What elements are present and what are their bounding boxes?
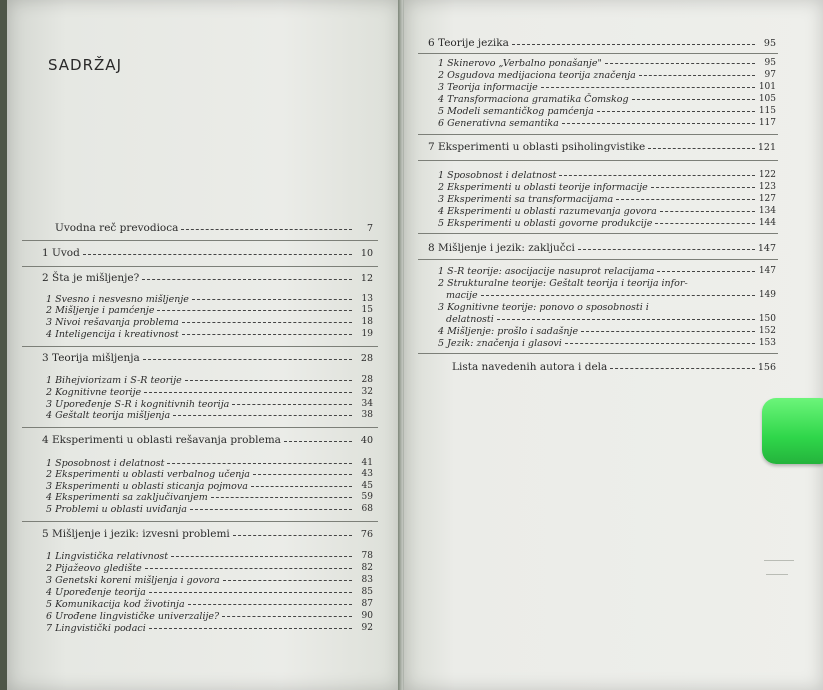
toc-label: 2 Pijažeovo gledište [46,563,142,574]
show-through-mark [766,574,788,575]
toc-entry [46,504,373,514]
toc-label: 6 Teorije jezika [428,37,509,49]
show-through-mark [764,560,794,561]
dot-leader [660,211,755,212]
toc-label: 1 Bihejviorizam i S-R teorije [46,375,182,386]
toc-page: 19 [361,329,373,339]
dot-leader [632,99,755,100]
toc-page: 117 [758,118,776,128]
toc-page: 38 [361,410,373,420]
toc-label: 2 Mišljenje i pamćenje [46,305,155,316]
dot-leader [83,254,352,255]
dot-leader [188,604,352,605]
separator [418,160,778,161]
toc-label: 4 Geštalt teorija mišljenja [46,410,171,421]
toc-entry [46,317,373,327]
toc-page: 7 [366,223,373,234]
toc-page: 28 [360,353,373,364]
toc-entry [428,242,776,254]
toc-entry [55,222,373,234]
toc-entry [438,194,776,204]
toc-page: 95 [763,38,776,49]
dot-leader [284,441,352,442]
dot-leader [616,199,755,200]
toc-label: 2 Šta je mišljenje? [42,272,140,284]
dot-leader [211,497,352,498]
toc-page: 105 [758,94,776,104]
toc-entry [446,314,776,324]
toc-entry [428,141,776,153]
toc-entry [42,247,373,259]
toc-label: 3 Eksperimenti u oblasti sticanja pojmova [46,481,248,492]
toc-label: 2 Eksperimenti u oblasti verbalnog učenja [46,469,250,480]
toc-entry [46,611,373,621]
toc-page: 152 [758,326,776,336]
toc-page: 147 [758,266,776,276]
toc-entry [46,481,373,491]
toc-entry [46,458,373,468]
toc-page: 147 [757,243,776,254]
toc-label: 6 Generativna semantika [438,118,559,129]
toc-label: 6 Urođene lingvističke univerzalije? [46,611,220,622]
toc-entry [46,399,373,409]
toc-page: 12 [360,273,373,284]
toc-label: 4 Inteligencija i kreativnost [46,329,179,340]
toc-entry [46,305,373,315]
toc-entry [46,563,373,573]
separator [418,134,778,135]
toc-entry [452,361,776,373]
dot-leader [143,359,352,360]
dot-leader [181,229,352,230]
toc-label: 1 Sposobnost i delatnost [438,170,557,181]
toc-page: 68 [361,504,373,514]
separator [22,266,378,267]
toc-entry [46,575,373,585]
toc-page: 101 [758,82,776,92]
toc-label: 1 Uvod [42,247,80,259]
dot-leader [182,322,352,323]
toc-page: 90 [361,611,373,621]
dot-leader [149,628,352,629]
dot-leader [497,319,755,320]
toc-label: 5 Komunikacija kod životinja [46,599,185,610]
toc-label: macije [446,290,478,301]
toc-page: 87 [361,599,373,609]
toc-entry [46,492,373,502]
dot-leader [562,123,755,124]
toc-label: 1 Sposobnost i delatnost [46,458,165,469]
toc-label: 1 Svesno i nesvesno mišljenje [46,294,189,305]
toc-label: 1 Lingvistička relativnost [46,551,169,562]
separator [22,427,378,428]
toc-page: 85 [361,587,373,597]
toc-label: 8 Mišljenje i jezik: zaključci [428,242,575,254]
toc-page: 10 [360,248,373,259]
toc-entry [46,410,373,420]
dot-leader [223,580,352,581]
toc-page: 144 [758,218,776,228]
toc-label: 5 Modeli semantičkog pamćenja [438,106,594,117]
toc-label: 4 Eksperimenti sa zaključivanjem [46,492,208,503]
toc-page: 97 [764,70,776,80]
dot-leader [481,295,755,296]
toc-page: 59 [361,492,373,502]
toc-entry [438,118,776,128]
toc-page: 18 [361,317,373,327]
toc-label: 5 Mišljenje i jezik: izvesni problemi [42,528,230,540]
toc-label: 3 Kognitivne teorije: ponovo o sposobnosti i [438,302,649,313]
dot-leader [157,310,352,311]
toc-label: 4 Upoređenje teorija [46,587,146,598]
dot-leader [232,404,352,405]
toc-page: 92 [361,623,373,633]
dot-leader [185,380,352,381]
toc-page: 32 [361,387,373,397]
toc-entry [46,375,373,385]
toc-page: 76 [360,529,373,540]
toc-page: 134 [758,206,776,216]
toc-entry [42,528,373,540]
separator [418,233,778,234]
toc-entry [46,587,373,597]
toc-label: 2 Osgudova medijaciona teorija značenja [438,70,636,81]
toc-entry [438,326,776,336]
separator [418,353,778,354]
toc-page: 82 [361,563,373,573]
separator [418,53,778,54]
dot-leader [192,299,352,300]
toc-entry [438,170,776,180]
contents-title: SADRŽAJ [48,56,122,74]
dot-leader [190,509,352,510]
dot-leader [142,279,352,280]
toc-page: 40 [360,435,373,446]
toc-entry [438,338,776,348]
toc-label: 7 Eksperimenti u oblasti psiholingvistike [428,141,646,153]
toc-page: 127 [758,194,776,204]
dot-leader [559,175,755,176]
dot-leader [648,148,755,149]
toc-page: 45 [361,481,373,491]
dot-leader [173,415,352,416]
dot-leader [541,87,755,88]
toc-label: 3 Nivoi rešavanja problema [46,317,179,328]
dot-leader [639,75,755,76]
toc-page: 150 [758,314,776,324]
toc-entry [438,218,776,228]
toc-page: 115 [758,106,776,116]
toc-label: 1 Skinerovo „Verbalno ponašanje" [438,58,602,69]
dot-leader [171,556,352,557]
toc-page: 15 [361,305,373,315]
toc-label: 2 Eksperimenti u oblasti teorije informacije [438,182,648,193]
toc-entry [438,82,776,92]
toc-page: 43 [361,469,373,479]
toc-label: 3 Upoređenje S-R i kognitivnih teorija [46,399,230,410]
dot-leader [565,343,755,344]
toc-page: 122 [758,170,776,180]
toc-label: 4 Transformaciona gramatika Čomskog [438,94,629,105]
dot-leader [149,592,352,593]
toc-page: 83 [361,575,373,585]
toc-entry [438,266,776,276]
dot-leader [253,474,352,475]
separator [22,521,378,522]
toc-entry [438,70,776,80]
toc-entry [438,278,776,288]
toc-entry [46,387,373,397]
toc-page: 13 [361,294,373,304]
dot-leader [512,44,755,45]
toc-entry [446,290,776,300]
dot-leader [578,249,755,250]
dot-leader [581,331,755,332]
dot-leader [651,187,755,188]
dot-leader [233,535,352,536]
toc-label: 5 Eksperimenti u oblasti govorne produkcije [438,218,653,229]
toc-entry [438,94,776,104]
toc-page: 156 [757,362,776,373]
toc-page: 28 [361,375,373,385]
toc-entry [438,182,776,192]
toc-label: 4 Eksperimenti u oblasti razumevanja govora [438,206,657,217]
toc-entry [42,352,373,364]
toc-label: 2 Strukturalne teorije: Geštalt teorija i teorija infor- [438,278,688,289]
toc-page: 149 [758,290,776,300]
toc-entry [438,106,776,116]
toc-label: Uvodna reč prevodioca [55,222,179,234]
toc-label: 4 Eksperimenti u oblasti rešavanja problema [42,434,281,446]
toc-label: delatnosti [446,314,494,325]
dot-leader [167,463,352,464]
dot-leader [144,392,352,393]
separator [22,346,378,347]
dot-leader [605,63,755,64]
toc-entry [46,551,373,561]
toc-page: 121 [757,142,776,153]
toc-entry [428,37,776,49]
separator [418,259,778,260]
toc-label: Lista navedenih autora i dela [452,361,608,373]
toc-entry [42,434,373,446]
dot-leader [610,368,755,369]
toc-entry [46,469,373,479]
toc-label: 3 Genetski koreni mišljenja i govora [46,575,220,586]
dot-leader [222,616,352,617]
toc-page: 34 [361,399,373,409]
dot-leader [251,486,352,487]
toc-entry [438,206,776,216]
dot-leader [182,334,352,335]
toc-label: 7 Lingvistički podaci [46,623,146,634]
separator [22,240,378,241]
toc-label: 4 Mišljenje: prošlo i sadašnje [438,326,579,337]
toc-label: 3 Teorija informacije [438,82,538,93]
toc-entry [46,329,373,339]
toc-entry [46,599,373,609]
toc-label: 5 Jezik: značenja i glasovi [438,338,562,349]
toc-label: 3 Teorija mišljenja [42,352,140,364]
toc-entry [46,623,373,633]
dot-leader [145,568,352,569]
toc-page: 123 [758,182,776,192]
toc-label: 3 Eksperimenti sa transformacijama [438,194,614,205]
dot-leader [655,223,755,224]
toc-entry [438,58,776,68]
toc-entry [42,272,373,284]
dot-leader [597,111,755,112]
toc-entry [46,294,373,304]
toc-page: 153 [758,338,776,348]
toc-label: 5 Problemi u oblasti uviđanja [46,504,187,515]
toc-label: 1 S-R teorije: asocijacije nasuprot relacijama [438,266,655,277]
dot-leader [657,271,755,272]
toc-label: 2 Kognitivne teorije [46,387,142,398]
toc-page: 41 [361,458,373,468]
toc-page: 78 [361,551,373,561]
toc-entry [438,302,776,312]
toc-page: 95 [764,58,776,68]
green-bookmark-tab [762,398,823,464]
